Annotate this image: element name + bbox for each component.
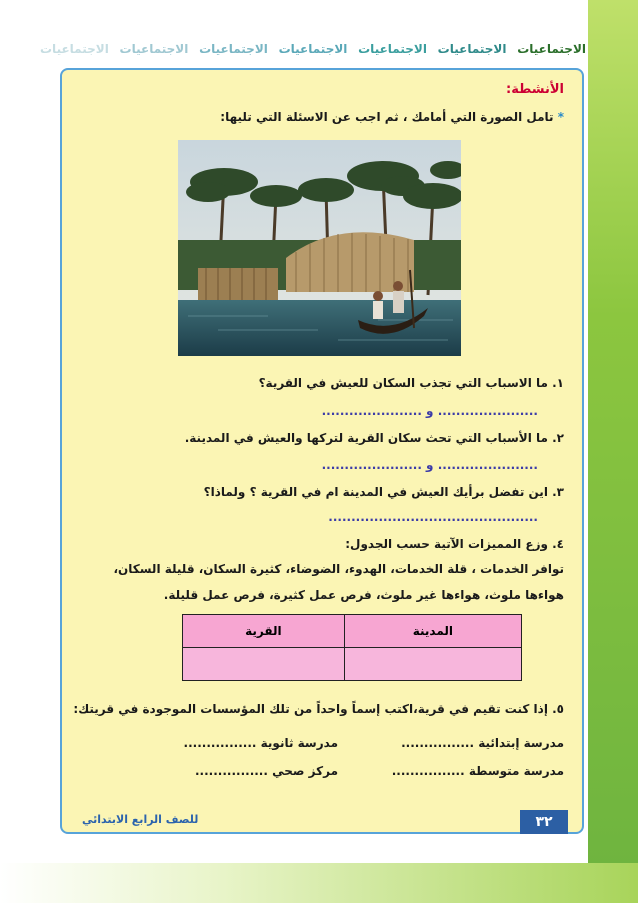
question-3-answer-lines: .............................................. (328, 510, 538, 524)
question-2-answer-lines: ...................... و ...................... (321, 458, 538, 472)
page-header (40, 40, 586, 58)
table-cell-village[interactable] (183, 648, 345, 681)
table-row (183, 648, 522, 681)
question-4: ٤. وزع المميزات الآتية حسب الجدول: (345, 537, 564, 551)
table-header-village: القرية (183, 615, 345, 648)
institution-intermediate: مدرسة متوسطة ................ (391, 764, 564, 778)
decorative-green-bottom (0, 863, 638, 903)
table-header-row (183, 615, 522, 648)
star-bullet: * (557, 110, 564, 124)
header-label: الاجتماعيات (278, 42, 348, 56)
city-village-table (182, 614, 522, 681)
instruction-line (220, 110, 564, 124)
question-4-items-line-2: هواءها ملوث، هواءها غير ملوث، فرص عمل كثيرة، فرص عمل قليلة. (163, 588, 564, 602)
question-2: ٢. ما الأسباب التي تحث سكان القرية لتركها والعيش في المدينة. (184, 431, 564, 445)
village-photo-image (178, 140, 461, 356)
grade-label: للصف الرابع الابتدائي (82, 813, 199, 826)
instruction-text: تامل الصورة التي أمامك ، ثم اجب عن الاسئلة التي تليها: (220, 110, 554, 124)
activities-heading: الأنشطة: (506, 82, 564, 97)
header-label: الاجتماعيات (517, 42, 586, 56)
decorative-green-bar (588, 0, 638, 903)
header-label: الاجتماعيات (437, 42, 507, 56)
question-4-items-line-1: توافر الخدمات ، قلة الخدمات، الهدوء، الضوضاء، كثيرة السكان، قليلة السكان، (113, 562, 564, 576)
question-5: ٥. إذا كنت تقيم في قرية،اكتب إسماً واحداً من تلك المؤسسات الموجودة في قريتك: (73, 702, 564, 716)
header-label: الاجتماعيات (199, 42, 268, 56)
header-label: الاجتماعيات (40, 42, 109, 56)
village-photo (178, 140, 461, 356)
institution-health: مركز صحي ................ (194, 764, 338, 778)
question-3: ٣. اين تفضل برأيك العيش في المدينة ام في القرية ؟ ولماذا؟ (203, 485, 564, 499)
page-number: ٣٢ (520, 810, 568, 834)
question-1: ١. ما الاسباب التي تجذب السكان للعيش في القرية؟ (258, 376, 564, 390)
table-cell-city[interactable] (344, 648, 521, 681)
header-label: الاجتماعيات (119, 42, 189, 56)
institution-secondary: مدرسة ثانوية ................ (183, 736, 338, 750)
table-header-city: المدينة (344, 615, 521, 648)
question-1-answer-lines: ...................... و ...................... (321, 404, 538, 418)
header-label: الاجتماعيات (358, 42, 427, 56)
institution-primary: مدرسة إبتدائية ................ (401, 736, 564, 750)
